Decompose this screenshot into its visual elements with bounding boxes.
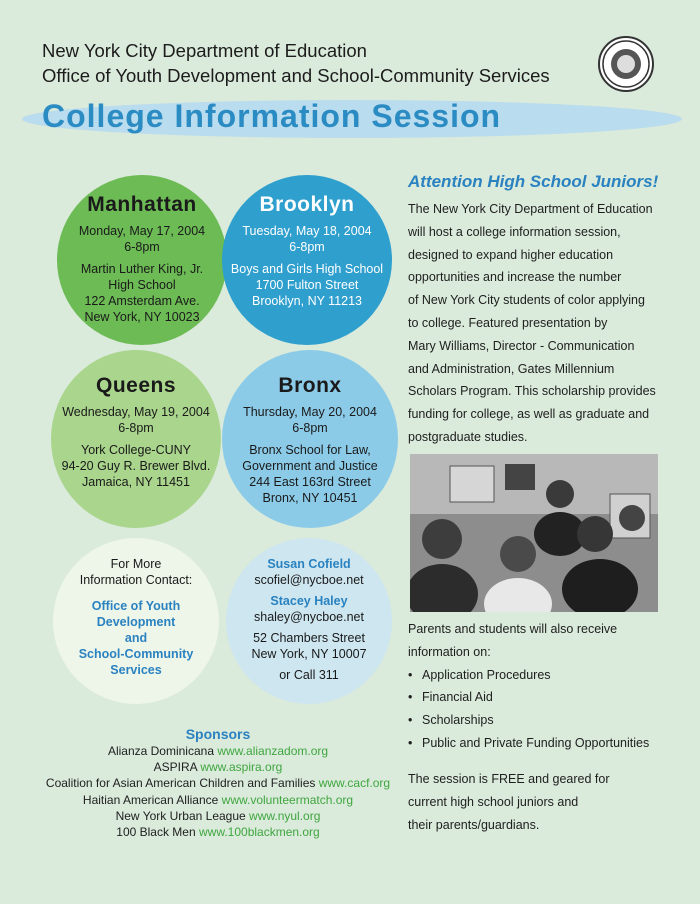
office-line: Development xyxy=(96,615,176,629)
intro-line: postgraduate studies. xyxy=(408,429,528,444)
intro-line: The New York City Department of Education xyxy=(408,202,653,216)
borough-name: Queens xyxy=(95,374,177,397)
students-photo xyxy=(410,454,658,612)
sponsor-url[interactable]: www.cacf.org xyxy=(318,776,391,791)
sponsor-url[interactable]: www.aspira.org xyxy=(200,760,283,775)
closing-line: current high school juniors and xyxy=(408,794,579,809)
venue-street: 244 East 163rd Street xyxy=(249,475,371,489)
session-date: Thursday, May 20, 2004 xyxy=(243,405,377,419)
sponsor-url[interactable]: www.nyul.org xyxy=(249,808,321,823)
header-line-2: Office of Youth Development and School-Community Services xyxy=(42,65,550,86)
sponsor-item xyxy=(30,759,406,775)
nyc-seal-icon xyxy=(598,36,654,92)
bullet-item: • Public and Private Funding Opportunities xyxy=(408,732,678,755)
office-line: and xyxy=(124,631,148,645)
venue-line: Government and Justice xyxy=(242,459,378,473)
sponsor-name: New York Urban League xyxy=(115,808,246,823)
venue-line: Bronx School for Law, xyxy=(249,443,371,457)
contact-intro: Information Contact: xyxy=(79,573,193,587)
venue-street: 122 Amsterdam Ave. xyxy=(84,294,200,308)
office-line: School-Community xyxy=(78,647,194,661)
sponsor-item xyxy=(30,792,406,808)
contact-city: New York, NY 10007 xyxy=(251,647,367,661)
intro-line: designed to expand higher education xyxy=(408,247,614,262)
session-date: Tuesday, May 18, 2004 xyxy=(242,224,372,238)
sponsor-name: ASPIRA xyxy=(153,760,197,775)
sponsor-name: Alianza Dominicana xyxy=(107,744,214,758)
contact-street: 52 Chambers Street xyxy=(253,631,365,645)
sponsor-item xyxy=(30,824,406,840)
bullet-item: • Financial Aid xyxy=(408,686,678,709)
bullet-item: • Application Procedures xyxy=(408,664,678,687)
session-queens xyxy=(51,350,221,528)
session-time: 6-8pm xyxy=(292,421,328,435)
contact-call: or Call 311 xyxy=(279,668,339,682)
sponsor-item xyxy=(30,775,406,791)
sponsors-section xyxy=(30,726,406,840)
contact-intro: For More xyxy=(110,557,162,571)
sponsor-item xyxy=(30,808,406,824)
venue-line: York College-CUNY xyxy=(81,443,191,457)
sponsor-url[interactable]: www.volunteermatch.org xyxy=(221,792,354,807)
closing-paragraph xyxy=(408,768,678,836)
receive-line: Parents and students will also receive xyxy=(408,622,618,636)
receive-section xyxy=(408,618,678,755)
venue-line: High School xyxy=(108,278,176,292)
contact-persons-circle xyxy=(226,538,392,704)
venue-line: Martin Luther King, Jr. xyxy=(80,262,204,276)
intro-line: opportunities and increase the number xyxy=(408,270,622,285)
intro-line: Scholars Program. This scholarship provides xyxy=(408,384,656,399)
contact-email[interactable]: shaley@nycboe.net xyxy=(254,610,364,624)
intro-line: and Administration, Gates Millennium xyxy=(408,361,615,376)
venue-city: Jamaica, NY 11451 xyxy=(82,475,190,489)
session-date: Monday, May 17, 2004 xyxy=(78,224,206,238)
borough-name: Bronx xyxy=(278,374,342,397)
session-time: 6-8pm xyxy=(118,421,154,435)
sponsors-heading: Sponsors xyxy=(185,726,251,742)
session-brooklyn xyxy=(222,175,392,345)
bullet-item: • Scholarships xyxy=(408,709,678,732)
intro-line: to college. Featured presentation by xyxy=(408,315,608,330)
session-time: 6-8pm xyxy=(124,240,160,254)
sponsor-url[interactable]: www.100blackmen.org xyxy=(199,825,320,840)
contact-office-circle xyxy=(53,538,219,704)
intro-line: funding for college, as well as graduate and xyxy=(408,407,650,422)
attention-heading: Attention High School Juniors! xyxy=(408,172,659,191)
session-date: Wednesday, May 19, 2004 xyxy=(62,405,210,419)
venue-street: 94-20 Guy R. Brewer Blvd. xyxy=(61,459,211,473)
sponsor-item xyxy=(30,743,406,759)
intro-line: of New York City students of color applying xyxy=(408,293,645,308)
intro-line: Mary Williams, Director - Communication xyxy=(408,338,635,353)
page-title: College Information Session xyxy=(42,98,502,134)
venue-street: 1700 Fulton Street xyxy=(255,278,359,292)
office-line: Services xyxy=(110,663,162,677)
office-line: Office of Youth xyxy=(91,599,181,613)
contact-person-name: Susan Cofield xyxy=(267,557,351,571)
header-line-1: New York City Department of Education xyxy=(42,40,367,61)
venue-city: New York, NY 10023 xyxy=(84,310,200,324)
sponsor-name: 100 Black Men xyxy=(116,825,196,840)
borough-name: Manhattan xyxy=(87,193,197,216)
venue-line: Boys and Girls High School xyxy=(230,262,384,276)
intro-line: will host a college information session, xyxy=(408,224,621,239)
session-manhattan xyxy=(57,175,227,345)
contact-person-name: Stacey Haley xyxy=(270,594,348,608)
intro-paragraph xyxy=(408,198,678,449)
sponsor-name: Haitian American Alliance xyxy=(82,792,219,807)
session-time: 6-8pm xyxy=(289,240,325,254)
venue-city: Bronx, NY 10451 xyxy=(262,491,358,505)
closing-line: The session is FREE and geared for xyxy=(408,772,610,786)
venue-city: Brooklyn, NY 11213 xyxy=(251,294,363,308)
borough-name: Brooklyn xyxy=(259,193,355,216)
sponsor-url[interactable]: www.alianzadom.org xyxy=(217,744,329,758)
receive-line: information on: xyxy=(408,644,491,659)
sponsor-name: Coalition for Asian American Children and Families xyxy=(45,776,316,791)
session-bronx xyxy=(222,350,398,528)
closing-line: their parents/guardians. xyxy=(408,817,540,832)
contact-email[interactable]: scofiel@nycboe.net xyxy=(254,573,364,587)
